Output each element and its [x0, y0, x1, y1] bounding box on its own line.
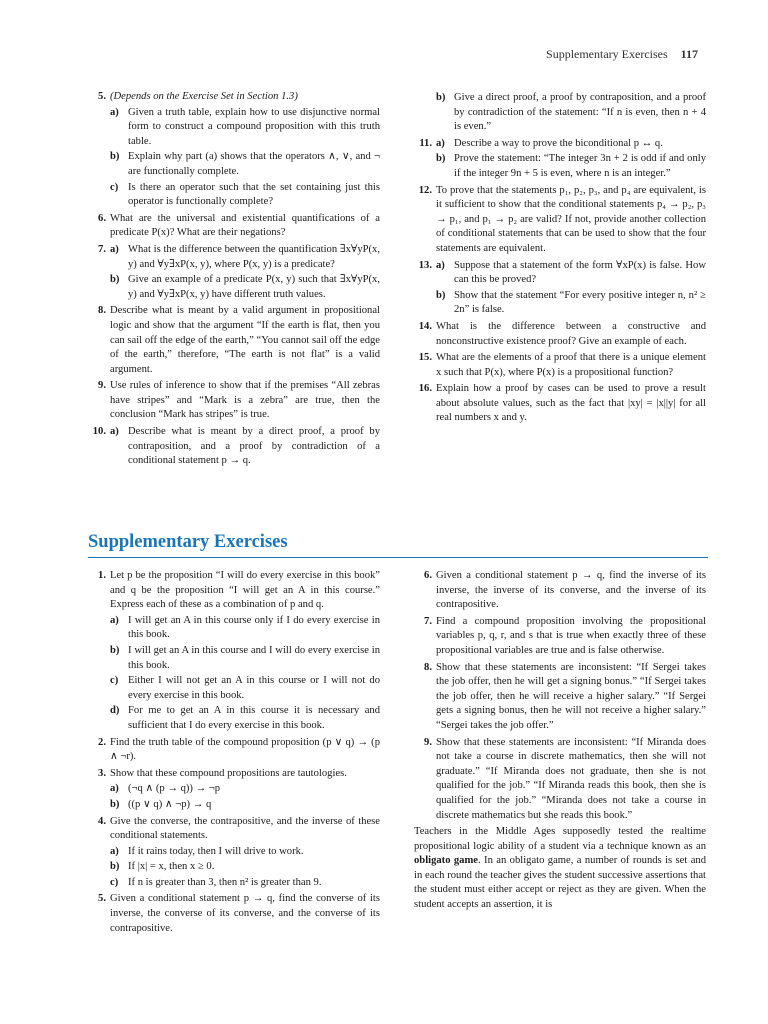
exercise-item	[88, 90, 380, 210]
subpart-text: Suppose that a statement of the form ∀xP(x) is false. How can this be proved?	[454, 259, 706, 286]
exercise-item	[88, 736, 380, 765]
subpart-letter: a)	[110, 845, 119, 857]
subpart-text: Describe a way to prove the biconditional p ↔ q.	[454, 137, 663, 149]
subpart-text: Either I will not get an A in this course or I will not do every exercise in this book.	[128, 675, 380, 701]
exercise-item	[414, 137, 706, 182]
running-header	[546, 47, 698, 62]
subpart-letter: b)	[436, 92, 446, 103]
exercise-number: 13.	[418, 259, 432, 271]
exercise-subpart	[436, 91, 706, 135]
exercise-text: What are the universal and existential quantifications of a predicate P(x)? What are their negations?	[110, 212, 380, 239]
exercise-note: (Depends on the Exercise Set in Section 1.3)	[110, 91, 298, 102]
subpart-text: Explain why part (a) shows that the operators ∧, ∨, and ¬ are functionally complete.	[128, 151, 380, 177]
exercise-subpart	[110, 704, 380, 733]
exercise-subpart	[110, 243, 380, 272]
exercise-item	[414, 569, 706, 613]
exercise-text: Show that these statements are inconsistent: “If Sergei takes the job offer, then he will get a signing bonus.” “If Sergei takes the job offer, then he will receive a higher salary.” “If Sergei gets a signing bonus, then he will not receive a higher salary.” “Sergei takes the job offer.”	[436, 661, 706, 731]
subpart-letter: b)	[436, 289, 446, 301]
supplementary-column-left	[88, 569, 380, 938]
subpart-text: I will get an A in this course and I will do every exercise in this book.	[128, 644, 380, 671]
subpart-text: (¬q ∧ (p → q)) → ¬p	[128, 783, 221, 795]
exercise-text: Show that these statements are inconsistent: “If Miranda does not take a course in discrete mathematics, then she will not graduate.” “If Miranda does not graduate, then she is not qualified for the job.” “If Miranda reads this book, then she is qualified for the job.” “Miranda does not take a course in discrete mathematics but she reads this book.”	[436, 736, 706, 821]
exercise-item	[88, 243, 380, 302]
closing-paragraph-continuation: . In an obligato game, a number of rounds is set and in each round the teacher gives the student successive assertions that the student must either accept or reject as they are given. When the student accepts an assertion, it is	[414, 855, 706, 911]
exercise-text: What is the difference between a constructive and nonconstructive existence proof? Give an example of each.	[436, 320, 706, 347]
exercise-number: 16.	[418, 383, 432, 395]
subpart-letter: b)	[110, 151, 120, 163]
section-title: Supplementary Exercises	[88, 532, 288, 552]
exercise-number: 11.	[419, 137, 432, 149]
exercise-subpart	[436, 137, 706, 152]
subpart-text: Give an example of a predicate P(x, y) such that ∃x∀yP(x, y) and ∀y∃xP(x, y) have different truth values.	[128, 274, 380, 300]
subpart-letter: b)	[110, 798, 120, 810]
obligato-game-term: obligato game	[414, 855, 479, 867]
exercise-subpart	[110, 425, 380, 469]
exercise-item	[414, 661, 706, 734]
subpart-text: If |x| = x, then x ≥ 0.	[128, 861, 215, 873]
exercise-subpart	[110, 860, 380, 875]
exercise-number: 5.	[98, 91, 106, 102]
exercise-number: 10.	[92, 426, 106, 438]
supplementary-right-items	[414, 569, 706, 823]
exercise-item	[88, 379, 380, 423]
subpart-letter: c)	[110, 876, 119, 888]
exercise-text: Describe what is meant by a valid argument in propositional logic and show that the argument “If the earth is flat, then you can sail off the edge of the earth,” “You cannot sail off the edge of the earth,” therefore, “The earth is not flat” is a valid argument.	[110, 305, 380, 375]
exercise-text: Find a compound proposition involving the propositional variables p, q, r, and s that is true when exactly three of these propositional variables are true and is false otherwise.	[436, 615, 706, 656]
subpart-text: Prove the statement: “The integer 3n + 2 is odd if and only if the integer 9n + 5 is even, where n is an integer.”	[454, 153, 706, 179]
exercise-subpart	[110, 614, 380, 643]
exercise-item	[88, 425, 380, 469]
exercise-number: 6.	[98, 212, 106, 224]
exercise-item	[88, 569, 380, 734]
exercise-number: 9.	[98, 380, 106, 392]
subpart-text: For me to get an A in this course it is necessary and sufficient that I do every exercise in this book.	[128, 705, 380, 731]
subpart-letter: b)	[436, 153, 446, 165]
exercise-number: 2.	[98, 736, 106, 748]
exercise-subpart	[110, 644, 380, 673]
exercise-subpart	[110, 798, 380, 813]
exercise-text: Given a conditional statement p → q, find the inverse of its inverse, the inverse of its converse, and the inverse of its contrapositive.	[436, 570, 706, 611]
exercise-text: Use rules of inference to show that if the premises “All zebras have stripes” and “Mark is a zebra” are true, then the conclusion “Mark has stripes” is true.	[110, 380, 380, 421]
exercise-text: To prove that the statements p₁, p₂, p₃, and p₄ are equivalent, is it sufficient to show that the conditional statements p₄ → p₂, p₃ → p₁, and p₁ → p₂ are valid? If not, provide another collection of conditional statements that can be used to show that the four statements are equivalent.	[436, 184, 706, 254]
running-title: Supplementary Exercises	[546, 47, 668, 61]
exercise-number: 7.	[98, 243, 106, 255]
exercise-item	[414, 736, 706, 824]
exercise-number: 12.	[418, 184, 432, 196]
closing-paragraph-text: Teachers in the Middle Ages supposedly tested the realtime propositional logic ability of a student via a technique known as an	[414, 826, 706, 852]
exercise-item	[414, 320, 706, 349]
subpart-letter: b)	[110, 274, 120, 286]
review-column-left	[88, 90, 380, 471]
exercise-number: 3.	[98, 767, 106, 779]
subpart-letter: d)	[110, 705, 120, 717]
review-column-right	[414, 90, 706, 428]
exercise-item	[414, 382, 706, 426]
exercise-subpart	[110, 273, 380, 302]
subpart-text: What is the difference between the quantification ∃x∀yP(x, y) and ∀y∃xP(x, y), where P(x, y) is a predicate?	[128, 243, 380, 270]
exercise-number: 5.	[98, 893, 106, 905]
exercise-text: Find the truth table of the compound proposition (p ∨ q) → (p ∧ ¬r).	[110, 736, 380, 763]
exercise-subpart	[436, 259, 706, 288]
subpart-text: Give a direct proof, a proof by contraposition, and a proof by contradiction of the statement: “If n is even, then n + 4 is even.”	[454, 92, 706, 133]
subpart-letter: a)	[110, 783, 119, 795]
subpart-text: Is there an operator such that the set containing just this operator is functionally complete?	[128, 181, 380, 208]
subpart-letter: a)	[110, 614, 119, 626]
subpart-letter: a)	[436, 259, 445, 271]
exercise-item	[88, 212, 380, 241]
subpart-letter: b)	[110, 644, 120, 656]
exercise-number: 9.	[424, 736, 432, 748]
supplementary-column-right	[414, 569, 706, 913]
exercise-text: Explain how a proof by cases can be used to prove a result about absolute values, such as the fact that |xy| = |x||y| for all real numbers x and y.	[436, 383, 706, 424]
exercise-number: 6.	[424, 570, 432, 581]
subpart-text: If it rains today, then I will drive to work.	[128, 845, 304, 857]
exercise-subpart	[110, 106, 380, 150]
subpart-text: ((p ∨ q) ∧ ¬p) → q	[128, 798, 212, 810]
subpart-letter: a)	[110, 243, 119, 255]
exercise-item	[414, 351, 706, 380]
exercise-text: Show that these compound propositions are tautologies.	[110, 767, 347, 779]
exercise-subpart	[110, 150, 380, 179]
exercise-number: 8.	[424, 661, 432, 673]
exercise-item	[414, 259, 706, 318]
subpart-text: Given a truth table, explain how to use disjunctive normal form to construct a compound proposition with this truth table.	[128, 106, 380, 147]
exercise-item	[88, 892, 380, 936]
subpart-text: Describe what is meant by a direct proof, a proof by contraposition, and a proof by contradiction of a conditional statement p → q.	[128, 426, 380, 467]
exercise-number: 8.	[98, 305, 106, 317]
exercise-subpart	[110, 876, 380, 891]
exercise-item	[88, 815, 380, 891]
exercise-item	[414, 615, 706, 659]
exercise-number: 15.	[418, 352, 432, 364]
exercise-number: 1.	[98, 570, 106, 581]
exercise-subpart	[110, 674, 380, 703]
exercise-subpart	[110, 181, 380, 210]
subpart-letter: c)	[110, 675, 119, 687]
exercise-number: 4.	[98, 815, 106, 827]
closing-paragraph	[414, 825, 706, 913]
exercise-number: 7.	[424, 615, 432, 627]
exercise-subpart	[110, 782, 380, 797]
exercise-text: Given a conditional statement p → q, find the converse of its inverse, the converse of its converse, and the converse of its contrapositive.	[110, 893, 380, 934]
exercise-item	[414, 184, 706, 257]
exercise-text: Give the converse, the contrapositive, and the inverse of these conditional statements.	[110, 815, 380, 842]
exercise-subpart	[436, 152, 706, 181]
exercise-item	[88, 767, 380, 813]
subpart-letter: b)	[110, 861, 120, 873]
subpart-letter: a)	[436, 137, 445, 149]
subpart-letter: c)	[110, 181, 119, 193]
subpart-text: Show that the statement “For every positive integer n, n² ≥ 2n” is false.	[454, 289, 706, 316]
page-number: 117	[680, 47, 698, 61]
exercise-item	[414, 91, 706, 135]
exercise-subpart	[110, 845, 380, 860]
exercise-subpart	[436, 289, 706, 318]
section-divider	[88, 557, 708, 558]
exercise-text: What are the elements of a proof that there is a unique element x such that P(x), where P(x) is a propositional function?	[436, 352, 706, 378]
exercise-text: Let p be the proposition “I will do every exercise in this book” and q be the proposition “I will get an A in this course.” Express each of these as a combination of p and q.	[110, 570, 380, 611]
subpart-text: If n is greater than 3, then n² is greater than 9.	[128, 876, 322, 888]
subpart-letter: a)	[110, 106, 119, 118]
exercise-item	[88, 304, 380, 377]
subpart-text: I will get an A in this course only if I do every exercise in this book.	[128, 614, 380, 641]
exercise-number: 14.	[418, 320, 432, 332]
subpart-letter: a)	[110, 426, 119, 438]
